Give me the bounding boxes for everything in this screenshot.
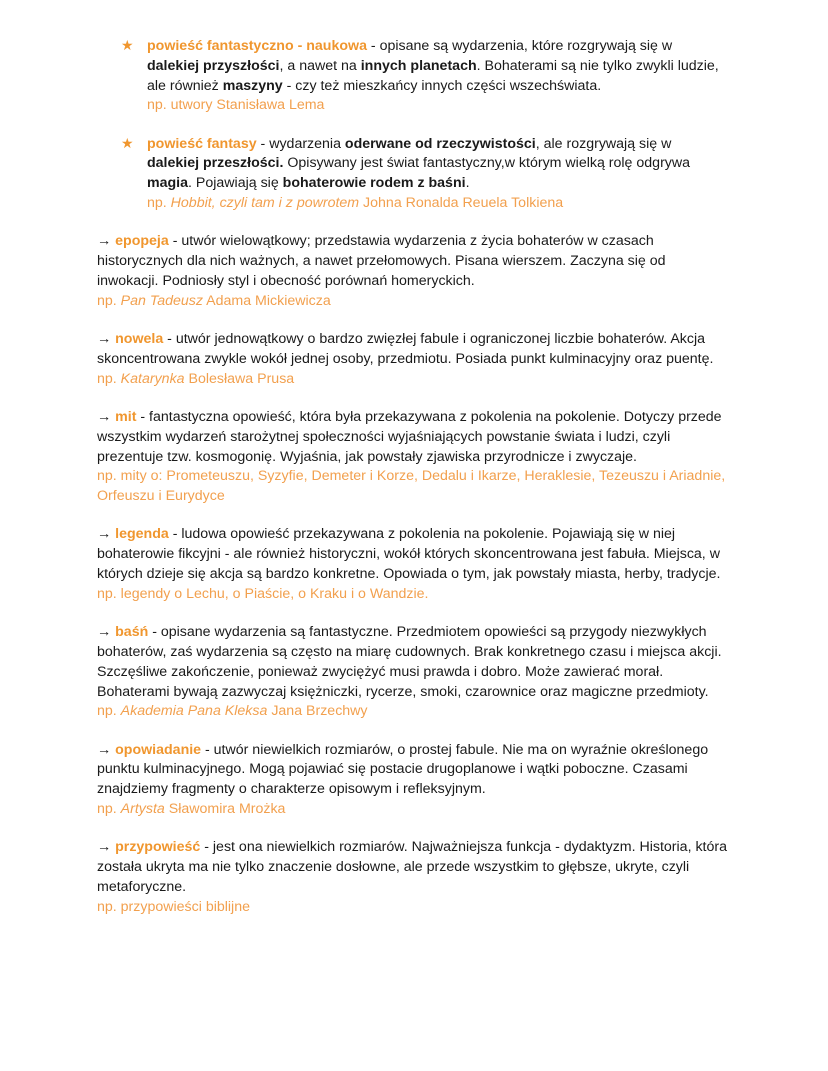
text: - wydarzenia (256, 135, 345, 152)
term-heading: opowiadanie (115, 741, 202, 758)
text: , ale rozgrywają się w (535, 135, 672, 152)
example (97, 292, 727, 312)
bold-text: dalekiej przyszłości (147, 57, 280, 74)
entry-powieść-fantastyczno---naukowa (97, 37, 727, 116)
bold-text: oderwane od rzeczywistości (344, 135, 536, 152)
arrow-icon: → (97, 408, 116, 425)
term-heading: legenda (115, 526, 169, 543)
entry-epopeja (97, 232, 727, 311)
entry-baśń (97, 623, 727, 722)
text: . (465, 175, 470, 192)
entry-mit (97, 408, 727, 507)
example-text: Johna Ronalda Reuela Tolkiena (359, 195, 564, 212)
star-icon: ★ (121, 135, 134, 152)
definition (147, 37, 727, 96)
term-heading: przypowieść (115, 839, 201, 856)
bold-text: maszyny (222, 77, 283, 94)
example (97, 467, 727, 507)
example-text: np. mity o: Prometeuszu, Syzyfie, Demeter i Korze, Dedalu i Ikarze, Heraklesie, Tezeuszu i Ariadnie, Orfeuszu i Eurydyce (97, 468, 726, 505)
text: - fantastyczna opowieść, która była przekazywana z pokolenia na pokolenie. Dotyczy przede wszystkim wydarzeń starożytnej społeczności wyjaśniających powstanie świata i ludzi, czyli prezentuje tzw. kosmogonię. Wyjaśnia, jak powstały zjawiska przyrodnicze i zwyczaje. (97, 408, 722, 465)
text: - czy też mieszkańcy innych części wszechświata. (282, 77, 602, 94)
example (97, 800, 727, 820)
text: . Pojawiają się (188, 175, 283, 192)
example-text: np. (97, 370, 121, 387)
example-text: Sławomira Mrożka (164, 801, 286, 817)
text: - jest ona niewielkich rozmiarów. Najważniejsza funkcja - dydaktyzm. Historia, która została ukryta ma nie tylko znaczenie dosłowne, ale przede wszystkim to głębsze, ukryte, czyli metaforyczne. (97, 839, 728, 895)
entry-opowiadanie (97, 741, 727, 820)
term-heading: nowela (115, 331, 164, 348)
example-text: np. przypowieści biblijne (97, 898, 250, 915)
definition (97, 838, 727, 897)
arrow-icon: → (97, 233, 116, 250)
example-title: Hobbit, czyli tam i z powrotem (170, 195, 360, 212)
definition (147, 135, 727, 194)
bold-text: bohaterowie rodem z baśni (282, 175, 466, 192)
definition (97, 525, 727, 584)
example (97, 898, 727, 918)
term-heading: mit (115, 408, 137, 425)
text: , a nawet na (279, 57, 361, 74)
entry-legenda (97, 525, 727, 604)
definition (97, 408, 727, 467)
example (97, 585, 727, 605)
example-text: np. (97, 801, 121, 817)
document-body (97, 37, 727, 936)
text: - utwór wielowątkowy; przedstawia wydarzenia z życia bohaterów w czasach historycznych dla nich ważnych, a nawet przełomowych. Pisana wierszem. Zaczyna się od inwokacji. Podniosły styl i obecność porównań homeryckich. (97, 233, 666, 289)
text: - opisane są wydarzenia, które rozgrywają się w (366, 38, 673, 54)
arrow-icon: → (97, 839, 116, 856)
star-icon: ★ (121, 38, 134, 54)
example-text: Adama Mickiewicza (202, 292, 331, 309)
example-text: np. (147, 195, 171, 212)
arrow-icon: → (97, 526, 116, 543)
entry-przypowieść (97, 838, 727, 917)
arrow-icon: → (97, 624, 116, 641)
text: . Bohaterami są nie tylko zwykli ludzie, ale również (147, 57, 719, 94)
bold-text: magia (147, 175, 189, 192)
example (97, 370, 727, 390)
definition (97, 330, 727, 370)
example (97, 702, 727, 722)
definition (97, 741, 727, 800)
term-heading: powieść fantastyczno - naukowa (147, 38, 367, 54)
example (147, 96, 727, 116)
example-title: Artysta (120, 801, 165, 817)
example-text: Jana Brzechwy (267, 703, 368, 720)
arrow-icon: → (97, 741, 116, 758)
text: - opisane wydarzenia są fantastyczne. Przedmiotem opowieści są przygody niezwykłych bohaterów, zaś wydarzenia są często na miarę cudownych. Brak konkretnego czasu i miejsca akcji. Szczęśliwe zakończenie, ponieważ zwyciężyć musi prawda i dobro. Może zawierać morał. Bohaterami bywają zazwyczaj księżniczki, rycerze, smoki, czarownice oraz magiczne przedmioty. (97, 624, 722, 700)
example-title: Akademia Pana Kleksa (120, 703, 268, 720)
term-heading: baśń (115, 624, 149, 641)
arrow-icon: → (97, 331, 116, 348)
example-title: Pan Tadeusz (120, 292, 203, 309)
term-heading: powieść fantasy (147, 135, 257, 152)
example-title: Katarynka (120, 370, 185, 387)
definition (97, 232, 727, 291)
definition (97, 623, 727, 702)
text: - utwór jednowątkowy o bardzo zwięzłej fabule i ograniczonej liczbie bohaterów. Akcja skoncentrowana zwykle wokół jednej osoby, przedmiotu. Posiada punkt kulminacyjny oraz puentę. (97, 331, 714, 367)
example-text: np. utwory Stanisława Lema (147, 97, 325, 114)
term-heading: epopeja (115, 233, 169, 250)
example-text: np. (97, 703, 121, 720)
example (147, 194, 727, 214)
text: Opisywany jest świat fantastyczny,w którym wielką rolę odgrywa (283, 155, 691, 172)
text: - ludowa opowieść przekazywana z pokolenia na pokolenie. Pojawiają się w niej bohaterowie fikcyjni - ale również historyczni, wokół których skoncentrowana jest fabuła. Miejsca, w których dzieje się akcja są bardzo konkretne. Opowiada o tym, jak powstały miasta, herby, tradycje. (97, 526, 721, 583)
example-text: np. legendy o Lechu, o Piaście, o Kraku i o Wandzie. (97, 585, 429, 602)
text: - utwór niewielkich rozmiarów, o prostej fabule. Nie ma on wyraźnie określonego punktu kulminacyjnego. Mogą pojawiać się postacie drugoplanowe i wątki poboczne. Czasami znajdziemy fragmenty o charakterze opisowym i refleksyjnym. (97, 741, 709, 798)
bold-text: dalekiej przeszłości. (147, 155, 284, 172)
bold-text: innych planetach (360, 57, 477, 74)
entry-powieść-fantasy (97, 135, 727, 214)
example-text: np. (97, 292, 121, 309)
entry-nowela (97, 330, 727, 389)
example-text: Bolesława Prusa (184, 370, 295, 387)
